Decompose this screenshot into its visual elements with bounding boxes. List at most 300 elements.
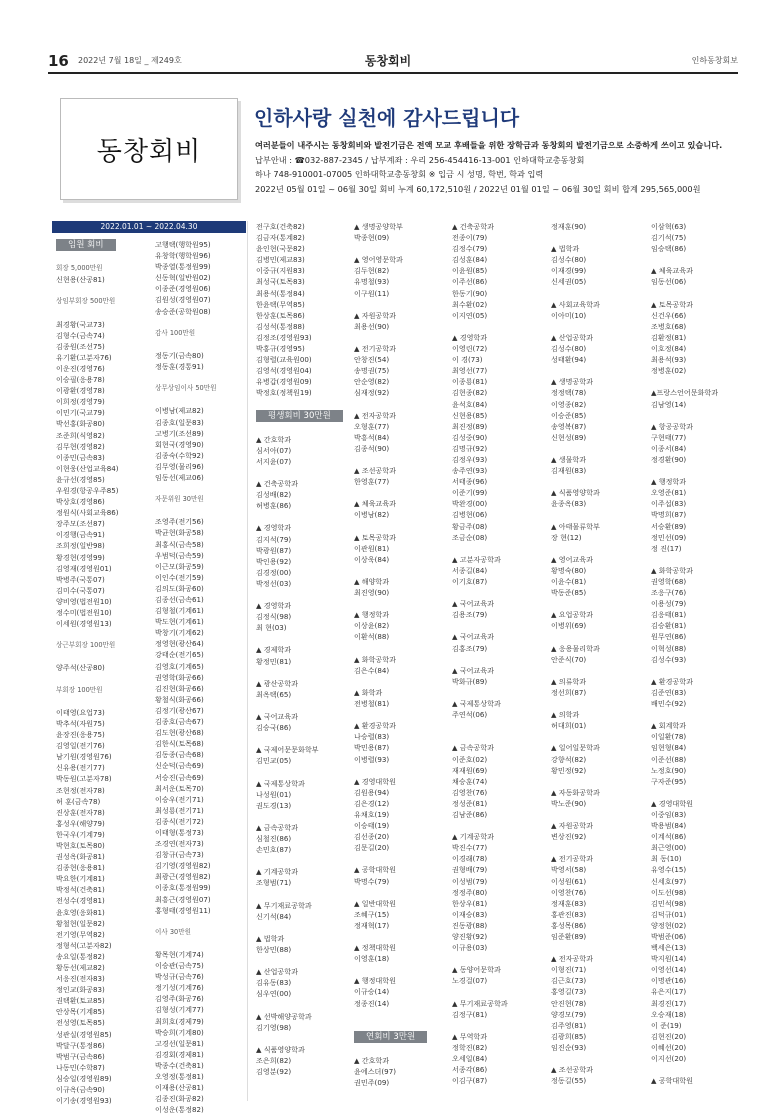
issue-date: 2022년 7월 18일 _ 제249호	[78, 56, 182, 65]
donor-entry: 안상목(기계85)	[56, 1007, 105, 1017]
spacer	[551, 942, 600, 953]
donor-entry: 이지연(05)	[452, 310, 488, 320]
donor-entry: 이용성(79)	[651, 599, 687, 609]
donor-entry: 채승훈(74)	[452, 776, 488, 786]
donor-entry: 홍성우(해양79)	[56, 818, 105, 828]
donor-entry: 정기성(기계76)	[155, 983, 204, 993]
donor-entry: 박승희(기계80)	[155, 1027, 204, 1037]
spacer	[256, 589, 343, 600]
donor-entry: 이주선(86)	[452, 277, 488, 287]
donor-entry: 윤규선(경영85)	[56, 474, 105, 484]
department-heading: ▲ 무역학과	[452, 1031, 488, 1041]
donor-entry: 정병훈(02)	[651, 366, 687, 376]
donor-entry: 구현태(77)	[651, 432, 687, 442]
donor-entry: 이준기(99)	[452, 488, 488, 498]
donor-entry: 이명관(16)	[651, 976, 687, 986]
donor-entry: 이경래(78)	[452, 854, 488, 864]
department-heading: ▲ 법학과	[256, 933, 285, 943]
donor-entry: 박명수(79)	[354, 876, 390, 886]
spacer	[56, 285, 119, 296]
donor-entry: 허대희(01)	[551, 721, 587, 731]
donor-entry: 안창진(54)	[354, 355, 390, 365]
spacer	[56, 252, 119, 263]
page-header	[48, 52, 738, 74]
donor-entry: 박상호(경영86)	[56, 497, 105, 507]
donor-entry: 김경회(경제81)	[155, 1049, 204, 1059]
donor-entry: 최용석(93)	[651, 355, 687, 365]
donor-entry: 나승렬(83)	[354, 732, 390, 742]
donor-entry: 김남영(14)	[651, 399, 687, 409]
donor-entry: 유창학(행학원96)	[155, 251, 211, 261]
donor-entry: 김문길(20)	[354, 843, 390, 853]
department-heading: ▲ 경영대학원	[354, 776, 396, 786]
donor-entry: 박병주(국통07)	[56, 574, 105, 584]
donor-entry: 이호정(84)	[651, 344, 687, 354]
donor-entry: 이종민(금속83)	[56, 452, 105, 462]
donor-entry: 김용조(79)	[452, 610, 488, 620]
amount-heading: 상무상임이사 50만원	[155, 384, 217, 393]
info-line-1: 여러분들이 내주시는 동창회비와 발전기금은 전액 모교 후배들을 위한 장학금과 동창회의 발전기금으로 소중하게 쓰이고 있습니다.	[255, 140, 723, 150]
donor-entry: 최 현(03)	[256, 623, 287, 633]
department-heading: ▲ 체육교육과	[354, 499, 396, 509]
donor-entry: 김환정(81)	[651, 332, 687, 342]
donor-entry: 전종이(79)	[452, 233, 488, 243]
spacer	[651, 665, 718, 676]
donor-entry: 김정식(98)	[256, 612, 292, 622]
donor-entry: 박홍규(경영95)	[256, 344, 305, 354]
donor-entry: 박종현(09)	[354, 233, 390, 243]
donor-entry: 심우연(00)	[256, 989, 292, 999]
spacer	[256, 700, 343, 711]
donor-entry: 김기영(98)	[256, 1022, 292, 1032]
department-heading: ▲ 요업공학과	[551, 610, 593, 620]
donor-entry: 이근모(화공59)	[155, 561, 204, 571]
donor-entry: 허병훈(86)	[256, 501, 292, 511]
donor-entry: 최성룡(전기71)	[155, 805, 204, 815]
department-heading: ▲ 생명공양학부	[354, 222, 403, 231]
donor-entry: 박선홍(화공80)	[56, 419, 105, 429]
spacer	[551, 288, 600, 299]
donor-entry: 김영일(전기76)	[56, 741, 105, 751]
donor-entry: 이기송(경영원93)	[56, 1096, 112, 1106]
donor-entry: 신현성(89)	[551, 432, 587, 442]
tier-heading	[56, 239, 119, 252]
donor-entry: 이구원(11)	[354, 288, 390, 298]
donor-entry: 유병갑(경영원09)	[256, 377, 312, 387]
donor-entry: 정학진(82)	[452, 1042, 488, 1052]
donor-entry: 한윤택(무역85)	[256, 299, 305, 309]
donor-entry: 박동준(85)	[551, 588, 587, 598]
donor-entry: 이영찬(76)	[551, 887, 587, 897]
spacer	[651, 410, 718, 421]
donor-entry: 김성석(통정88)	[256, 321, 305, 331]
donor-entry: 김영호(기계65)	[155, 661, 204, 671]
donor-entry: 이태형(통정73)	[155, 827, 204, 837]
department-heading: ▲ 의류학과	[551, 676, 587, 686]
department-heading: ▲ 행정대학원	[354, 976, 396, 986]
donor-entry: 김현진(20)	[651, 1031, 687, 1041]
donor-entry: 임현형(84)	[651, 743, 687, 753]
donor-entry: 황철식(화공66)	[155, 694, 204, 704]
spacer	[551, 543, 600, 554]
donor-entry: 김원성(경영원07)	[155, 295, 211, 305]
spacer	[551, 776, 600, 787]
donor-entry: 조형범(71)	[256, 878, 292, 888]
spacer	[551, 842, 600, 853]
donor-entry: 이현웅(산업교육84)	[56, 463, 119, 473]
amount-heading: 부회장 100만원	[56, 685, 103, 694]
donor-entry: 권민주(09)	[354, 1078, 390, 1088]
department-heading: ▲ 국제통상학과	[256, 778, 305, 788]
donor-entry: 윤종옥(83)	[551, 499, 587, 509]
department-heading: ▲ 해양학과	[354, 577, 390, 586]
donor-entry: 김종현(응용81)	[56, 863, 105, 873]
donor-entry: 회현국(경영90)	[155, 439, 204, 449]
department-heading: ▲ 건축공학과	[256, 479, 298, 489]
donor-entry: 박진수(77)	[452, 843, 488, 853]
donor-entry: 이성운(통정82)	[155, 1105, 204, 1115]
spacer	[354, 1009, 427, 1020]
department-heading: ▲ 고분자공학과	[452, 554, 501, 564]
donor-entry: 백세은(13)	[651, 943, 687, 953]
donor-entry: 정형석(고분자82)	[56, 940, 112, 950]
donor-entry: 이광환(경영78)	[56, 386, 105, 396]
donor-entry: 김정우(93)	[452, 454, 488, 464]
spacer	[256, 889, 343, 900]
donor-entry: 홍영길(73)	[551, 987, 587, 997]
donor-entry: 조준희(식영82)	[56, 430, 105, 440]
donor-entry: 이승필(응용78)	[56, 375, 105, 385]
donor-entry: 신현용(85)	[452, 410, 488, 420]
donor-entry: 박달구(통정86)	[56, 1040, 105, 1050]
department-heading: ▲ 정책대학원	[354, 943, 396, 953]
donor-entry: 배민수(92)	[651, 699, 687, 709]
donor-entry: 김은수(84)	[354, 665, 390, 675]
donor-entry: 송영복(87)	[551, 421, 587, 431]
donor-entry: 이인수(전기59)	[155, 572, 204, 582]
donor-entry: 박흥석(84)	[354, 432, 390, 442]
donor-entry: 오영준(81)	[651, 488, 687, 498]
department-heading: ▲ 전기공학과	[354, 344, 396, 354]
spacer	[452, 986, 508, 997]
donor-entry: 정동훈(경통91)	[155, 362, 204, 372]
spacer	[551, 731, 600, 742]
donor-entry: 박동원(고분자78)	[56, 774, 112, 784]
donor-entry: 황경현(경영99)	[56, 552, 105, 562]
donor-entry: 조현정(전자78)	[56, 785, 105, 795]
spacer	[155, 317, 216, 328]
donor-entry: 박범준(06)	[651, 932, 687, 941]
spacer	[354, 598, 427, 609]
donor-entry: 김재원(83)	[551, 466, 587, 476]
donor-entry: 이윤수(81)	[551, 577, 587, 586]
spacer	[452, 543, 508, 554]
donor-entry: 유은지(17)	[651, 987, 687, 997]
publication-name: 인하동창회보	[691, 56, 738, 65]
donor-entry: 최수환(02)	[452, 299, 488, 309]
donor-entry: 김원용(94)	[354, 787, 390, 797]
donor-entry: 송요일(통정82)	[56, 951, 105, 961]
donor-entry: 조병호(68)	[651, 321, 687, 331]
payment-info	[255, 138, 735, 196]
donor-entry: 진동광(88)	[452, 920, 488, 930]
donor-entry: 송승준(공학원08)	[155, 306, 211, 316]
donor-entry: 최옥택(65)	[256, 689, 292, 699]
spacer	[354, 299, 427, 310]
amount-heading: 상임부회장 500만원	[56, 297, 116, 306]
donor-entry: 이희정(경영79)	[56, 397, 105, 407]
info-line-4: 2022년 05월 01일 ~ 06월 30일 회비 누계 60,172,510원 / 2022년 01월 01일 ~ 06월 30일 회비 합계 295,565,000원	[255, 183, 701, 194]
donor-entry: 양진황(92)	[452, 932, 488, 941]
donor-entry: 성관실(경영원85)	[56, 1029, 112, 1039]
department-heading: ▲ 공학대학원	[354, 865, 396, 875]
donor-entry: 이종준(경영원06)	[155, 284, 211, 294]
donor-entry: 김형수(금속74)	[56, 330, 105, 340]
donor-entry: 전병철(81)	[354, 699, 390, 709]
donor-entry: 김성수(80)	[551, 344, 587, 354]
spacer	[651, 1064, 718, 1075]
donor-entry: 이승준(85)	[551, 410, 587, 420]
department-heading: ▲ 국어교육과	[452, 632, 494, 642]
donor-entry: 조희정(일반98)	[56, 541, 105, 551]
donor-entry: 황명숙(80)	[551, 565, 587, 575]
spacer	[56, 629, 119, 640]
donor-entry: 박용범(84)	[651, 821, 687, 831]
department-heading: ▲ 산업공학과	[256, 967, 298, 977]
spacer	[651, 288, 718, 299]
amount-heading: 자문위원 30만원	[155, 495, 204, 504]
department-heading: ▲ 무기재료공학과	[256, 900, 312, 910]
donor-entry: 박영서(58)	[551, 865, 587, 875]
donor-entry: 홍관진(83)	[551, 909, 587, 919]
donor-entry: 이영선(14)	[651, 965, 687, 975]
department-heading: ▲ 경제학과	[256, 645, 292, 655]
spacer	[256, 767, 343, 778]
donor-entry: 나동민(수학87)	[56, 1062, 105, 1072]
donor-entry: 이승우(전기71)	[155, 794, 204, 804]
donor-entry: 조경연(전자73)	[155, 839, 204, 849]
donor-entry: 박정석(건축81)	[56, 885, 105, 895]
donor-entry: 이재경(99)	[551, 266, 587, 276]
info-line-3: 하나 748-910001-07005 인하대학교총동창회 ※ 입금 시 성명, 학번, 학과 입력	[255, 169, 544, 179]
donor-entry: 오형훈(77)	[354, 421, 390, 431]
donor-entry: 신유용(전기77)	[56, 763, 105, 773]
donor-entry: 박명희(87)	[651, 510, 687, 520]
spacer	[256, 1033, 343, 1044]
donor-entry: 이지선(20)	[651, 1054, 687, 1064]
spacer	[155, 339, 216, 350]
donor-entry: 심승일(경영원89)	[56, 1073, 112, 1083]
donor-entry: 김종석(90)	[354, 443, 390, 453]
department-heading: ▲ 광산공학과	[256, 678, 298, 688]
donor-entry: 심재정(92)	[354, 388, 390, 398]
spacer	[354, 643, 427, 654]
donor-entry: 정민선(09)	[651, 532, 687, 542]
donor-entry: 우원경(항공우주85)	[56, 485, 119, 495]
donor-entry: 변상진(92)	[551, 832, 587, 842]
donor-entry: 정 진(17)	[651, 543, 682, 553]
donor-entry: 김주영(81)	[551, 1020, 587, 1030]
donor-entry: 이준호(02)	[452, 754, 488, 764]
donor-entry: 이종호(통정원99)	[155, 883, 211, 893]
department-heading: ▲ 회계학과	[651, 721, 687, 731]
spacer	[551, 598, 600, 609]
department-heading: ▲ 행정학과	[354, 610, 390, 620]
department-heading: ▲ 국어교육과	[452, 599, 494, 609]
donor-entry: 이재용(산공81)	[155, 1083, 204, 1093]
department-heading: ▲ 식품영양학과	[256, 1044, 305, 1054]
donor-entry: 안진현(78)	[551, 998, 587, 1008]
department-heading: ▲ 영어교육과	[551, 554, 593, 564]
department-heading: ▲ 간호학과	[354, 1055, 390, 1065]
donor-entry: 한국우(기계79)	[56, 829, 105, 839]
donor-entry: 임동선(06)	[651, 277, 687, 287]
department-heading: ▲ 경영학과	[256, 601, 292, 611]
donor-entry: 유명철(93)	[354, 277, 390, 287]
donor-entry: 이혁성(88)	[651, 643, 687, 653]
donor-entry: 이도선(98)	[651, 887, 687, 897]
donor-entry: 이상윤(82)	[354, 621, 390, 631]
spacer	[452, 1020, 508, 1031]
donor-entry: 김남준(86)	[452, 809, 488, 819]
donor-entry: 강향석(82)	[551, 754, 587, 764]
donor-entry: 박정호(정책원19)	[256, 388, 312, 398]
donor-entry: 김광희(85)	[551, 1031, 587, 1041]
donor-entry: 홍형태(경영원11)	[155, 905, 211, 915]
spacer	[551, 443, 600, 454]
donor-entry: 김정구(81)	[452, 1009, 488, 1019]
donor-entry: 박완경(00)	[452, 499, 488, 509]
donor-entry: 최영선(77)	[452, 366, 488, 376]
donor-entry: 김미수(국통07)	[56, 585, 105, 595]
donor-entry: 황동선(제교82)	[56, 963, 105, 972]
donor-entry: 조응구(76)	[651, 588, 687, 598]
donor-entry: 전성수(경영81)	[56, 896, 105, 906]
spacer	[354, 487, 427, 498]
spacer	[452, 720, 508, 731]
spacer	[256, 423, 343, 434]
donor-entry: 김종식(전기72)	[155, 816, 204, 826]
donor-entry: 이성범(79)	[452, 876, 488, 886]
donor-entry: 신동혁(일반원02)	[155, 273, 211, 283]
spacer	[452, 731, 508, 742]
donor-entry: 유채호(19)	[354, 809, 390, 819]
donor-entry: 이병남(82)	[354, 510, 390, 520]
donor-entry: 정영현(광산64)	[155, 639, 204, 649]
donor-entry: 최진영(90)	[354, 588, 390, 598]
donor-entry: 이주섭(83)	[651, 499, 687, 509]
donor-entry: 박종수(건축81)	[155, 1060, 204, 1070]
donor-entry: 최근영(00)	[651, 843, 687, 853]
spacer	[551, 232, 600, 243]
donor-entry: 황목현(기계74)	[155, 950, 204, 959]
spacer	[354, 332, 427, 343]
tier-label: 평생회비 30만원	[256, 410, 343, 422]
donor-entry: 원무연(86)	[651, 632, 687, 642]
donor-entry: 이영종(82)	[551, 399, 587, 409]
donor-entry: 김선종(20)	[354, 832, 390, 842]
donor-entry: 김금자(통계82)	[256, 233, 305, 243]
department-heading: ▲ 체육교육과	[651, 266, 693, 276]
donor-entry: 정재훈(83)	[551, 898, 587, 908]
donor-entry: 고병기(조선89)	[155, 428, 204, 438]
spacer	[56, 307, 119, 318]
donor-entry: 이관원(81)	[354, 543, 390, 553]
department-heading: ▲ 국제통상학과	[452, 699, 501, 709]
donor-entry: 이환석(88)	[354, 632, 390, 642]
donor-entry: 박균현(화공58)	[155, 528, 204, 538]
tier-label: 임원 회비	[56, 239, 116, 251]
donor-entry: 김영찬(76)	[452, 787, 488, 797]
department-heading: ▲ 전자공학과	[551, 954, 593, 964]
donor-entry: 윤호영(응화81)	[56, 907, 105, 917]
spacer	[452, 953, 508, 964]
department-heading: ▲ 법학과	[551, 244, 580, 254]
donor-entry: 황정민(81)	[256, 656, 292, 666]
donor-entry: 권택환(토교85)	[56, 996, 105, 1006]
donor-entry: 김현종(82)	[452, 388, 488, 398]
spacer	[354, 853, 427, 864]
donor-entry: 이삼혁(63)	[651, 222, 687, 231]
donor-entry: 유기환(고분자76)	[56, 352, 112, 362]
donor-entry: 김의도(화공60)	[155, 583, 204, 593]
donor-entry: 한상우(81)	[452, 898, 488, 908]
department-heading: ▲ 국제어문문화학부	[256, 745, 319, 755]
donor-entry: 서응진(전자83)	[56, 974, 105, 984]
donor-entry: 정성준(81)	[452, 798, 488, 808]
donor-entry: 김성배(82)	[256, 490, 292, 500]
donor-entry: 박지원(14)	[651, 954, 687, 964]
donor-entry: 최광근(경영원82)	[155, 872, 211, 882]
donor-entry: 최경진(17)	[651, 998, 687, 1008]
department-heading: ▲ 간호학과	[256, 434, 292, 444]
donor-entry: 심서아(07)	[256, 445, 292, 455]
donor-entry: 최서운(토목70)	[155, 783, 204, 793]
donor-entry: 성태환(94)	[551, 355, 587, 365]
department-heading: ▲ 사회교육학과	[551, 299, 600, 309]
spacer	[354, 243, 427, 254]
donor-entry: 우범덕(금속59)	[155, 550, 204, 560]
donor-entry: 정경환(90)	[651, 454, 687, 464]
donor-entry: 임동선(제교06)	[155, 472, 204, 482]
department-heading: ▲ 전자공학과	[354, 410, 396, 420]
donor-entry: 박현호(토목80)	[56, 840, 105, 850]
donor-entry: 신순덕(금속69)	[155, 761, 204, 771]
donor-entry: 전성영(토목85)	[56, 1018, 105, 1028]
donor-entry: 권영학(68)	[651, 577, 687, 586]
donor-entry: 김종선(금속61)	[155, 595, 204, 604]
donor-entry: 박광원(87)	[256, 545, 292, 555]
donor-entry: 임준환(89)	[551, 932, 587, 941]
donor-entry: 재재원(69)	[452, 765, 488, 775]
spacer	[56, 674, 119, 685]
donor-entry: 조금순(08)	[452, 532, 488, 542]
donor-entry: 양비영(법전원10)	[56, 596, 112, 606]
tier-heading	[256, 410, 343, 423]
department-heading: ▲ 토목공학과	[354, 532, 396, 542]
spacer	[256, 467, 343, 478]
donor-entry: 김형철(기계61)	[155, 606, 204, 616]
donor-column-5	[452, 221, 508, 1086]
spacer	[551, 476, 600, 487]
donor-entry: 김영석(경영원04)	[256, 366, 312, 376]
donor-entry: 나성원(01)	[256, 789, 292, 799]
donor-entry: 박민용(87)	[354, 743, 390, 753]
donor-entry: 박화규(89)	[452, 676, 488, 686]
spacer	[551, 365, 600, 376]
donor-entry: 김명규(92)	[452, 443, 488, 453]
spacer	[452, 654, 508, 665]
